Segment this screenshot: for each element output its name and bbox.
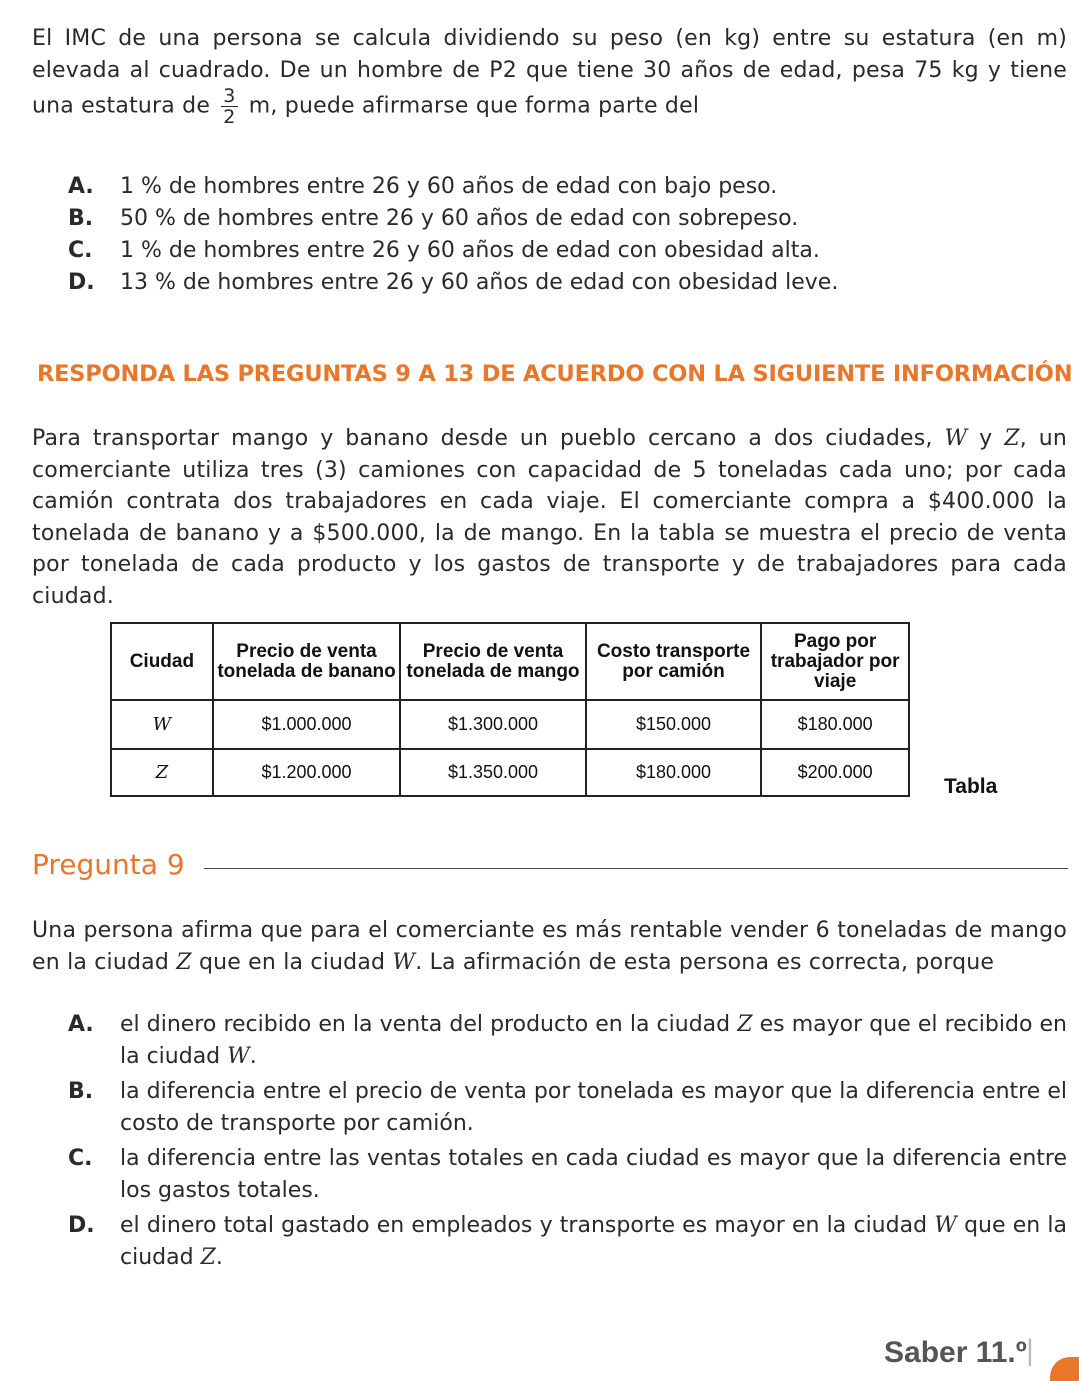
table-cell: $200.000	[761, 749, 909, 796]
table-cell: $180.000	[761, 700, 909, 749]
answer-option-b[interactable]	[68, 1076, 1067, 1139]
option-city-var: W	[227, 1043, 250, 1069]
city-z-var: Z	[1004, 426, 1020, 451]
context-part2: , un comerciante utiliza tres (3) camiones con capacidad de 5 toneladas cada uno; por cada camión contrata dos trabajadores en cada viaje. El comerciante compra a $400.000 la tonelada de banano y a $500.000, la de mango. En la tabla se muestra el precio de venta por tonelada de cada producto y los gastos de transporte y de trabajadores para cada ciudad.	[32, 426, 1067, 609]
option-text: la diferencia entre el precio de venta por tonelada es mayor que la diferencia entre el costo de transporte por camión.	[120, 1079, 1067, 1136]
option-letter: B.	[68, 1079, 94, 1104]
table-cell: $150.000	[586, 700, 762, 749]
option-city-var: Z	[737, 1012, 753, 1037]
option-text: 13 % de hombres entre 26 y 60 años de edad con obesidad leve.	[120, 270, 839, 295]
price-table	[110, 622, 910, 797]
answer-option-d[interactable]	[68, 1210, 1067, 1273]
stem-city-z: Z	[176, 949, 192, 975]
table-cell: $1.200.000	[213, 749, 400, 796]
footer-separator: |	[1026, 1334, 1034, 1367]
footer-label: Saber 11.º	[884, 1336, 1027, 1369]
option-text: 1 % de hombres entre 26 y 60 años de edad con obesidad alta.	[120, 238, 820, 263]
header-mango-price: Precio de venta tonelada de mango	[400, 623, 585, 700]
table-row	[111, 749, 909, 796]
option-text-part: .	[215, 1244, 223, 1270]
stem-city-w: W	[392, 949, 416, 975]
imc-option-d[interactable]	[68, 267, 1067, 299]
option-letter: C.	[68, 1146, 93, 1171]
option-city-var: Z	[200, 1244, 216, 1270]
stem-part2: que en la ciudad	[198, 949, 386, 975]
option-text: la diferencia entre las ventas totales en cada ciudad es mayor que la diferencia entre los gastos totales.	[120, 1146, 1067, 1203]
city-w-var: W	[944, 426, 968, 451]
table-cell: Z	[111, 749, 213, 796]
stem-part1: Una persona afirma que para el comerciante es más rentable vender 6 toneladas de mango en la ciudad	[32, 918, 1067, 975]
option-city-var: W	[934, 1213, 957, 1238]
question-stem	[32, 915, 1067, 978]
option-letter: D.	[68, 1213, 95, 1238]
section-heading: RESPONDA LAS PREGUNTAS 9 A 13 DE ACUERDO CON LA SIGUIENTE INFORMACIÓN	[37, 361, 1073, 387]
option-letter: B.	[68, 206, 94, 231]
option-text: 1 % de hombres entre 26 y 60 años de edad con bajo peso.	[120, 174, 778, 199]
table-caption: Tabla	[944, 775, 998, 798]
context-and: y	[979, 426, 993, 451]
context-paragraph	[32, 423, 1067, 612]
table-row	[111, 700, 909, 749]
table-cell: $1.300.000	[400, 700, 585, 749]
table-cell: $180.000	[586, 749, 762, 796]
header-banana-price: Precio de venta tonelada de banano	[213, 623, 400, 700]
table-header-row	[111, 623, 909, 700]
table-cell: $1.000.000	[213, 700, 400, 749]
option-text-part: el dinero total gastado en empleados y transporte es mayor en la ciudad	[120, 1213, 928, 1238]
answer-option-c[interactable]	[68, 1143, 1067, 1206]
header-ciudad: Ciudad	[111, 623, 213, 700]
header-transport-cost: Costo transporte por camión	[586, 623, 762, 700]
option-letter: A.	[68, 1012, 94, 1037]
option-text-part: .	[249, 1043, 257, 1069]
option-text-part: es mayor que el recibido en la ciudad	[120, 1012, 1067, 1069]
option-letter: A.	[68, 174, 94, 199]
imc-option-c[interactable]	[68, 235, 1067, 267]
option-text: 50 % de hombres entre 26 y 60 años de edad con sobrepeso.	[120, 206, 799, 231]
question-title-rule	[204, 868, 1068, 869]
height-fraction	[221, 86, 237, 127]
fraction-denominator: 2	[223, 106, 236, 128]
option-letter: D.	[68, 270, 95, 295]
answer-option-a[interactable]	[68, 1009, 1067, 1072]
imc-option-b[interactable]	[68, 203, 1067, 235]
question-title: Pregunta 9	[32, 848, 185, 881]
stem-part3: . La afirmación de esta persona es correcta, porque	[415, 949, 995, 975]
context-part1: Para transportar mango y banano desde un pueblo cercano a dos ciudades,	[32, 426, 933, 451]
option-text-part: que en la ciudad	[120, 1213, 1067, 1270]
option-letter: C.	[68, 238, 93, 263]
fraction-numerator: 3	[223, 85, 236, 107]
footer-accent-shape	[1050, 1357, 1079, 1381]
header-worker-pay: Pago por trabajador por viaje	[761, 623, 909, 700]
imc-question-stem	[32, 23, 1067, 127]
table-cell: W	[111, 700, 213, 749]
table-cell: $1.350.000	[400, 749, 585, 796]
imc-stem-part2: m, puede afirmarse que forma parte del	[248, 93, 700, 119]
imc-stem-part1: El IMC de una persona se calcula dividiendo su peso (en kg) entre su estatura (en m) elevada al cuadrado. De un hombre de P2 que tiene 30 años de edad, pesa 75 kg y tiene una estatura de	[32, 26, 1067, 119]
option-text-part: el dinero recibido en la venta del producto en la ciudad	[120, 1012, 731, 1037]
imc-option-a[interactable]	[68, 171, 1067, 203]
option-text	[120, 1210, 1067, 1273]
option-text	[120, 1009, 1067, 1072]
